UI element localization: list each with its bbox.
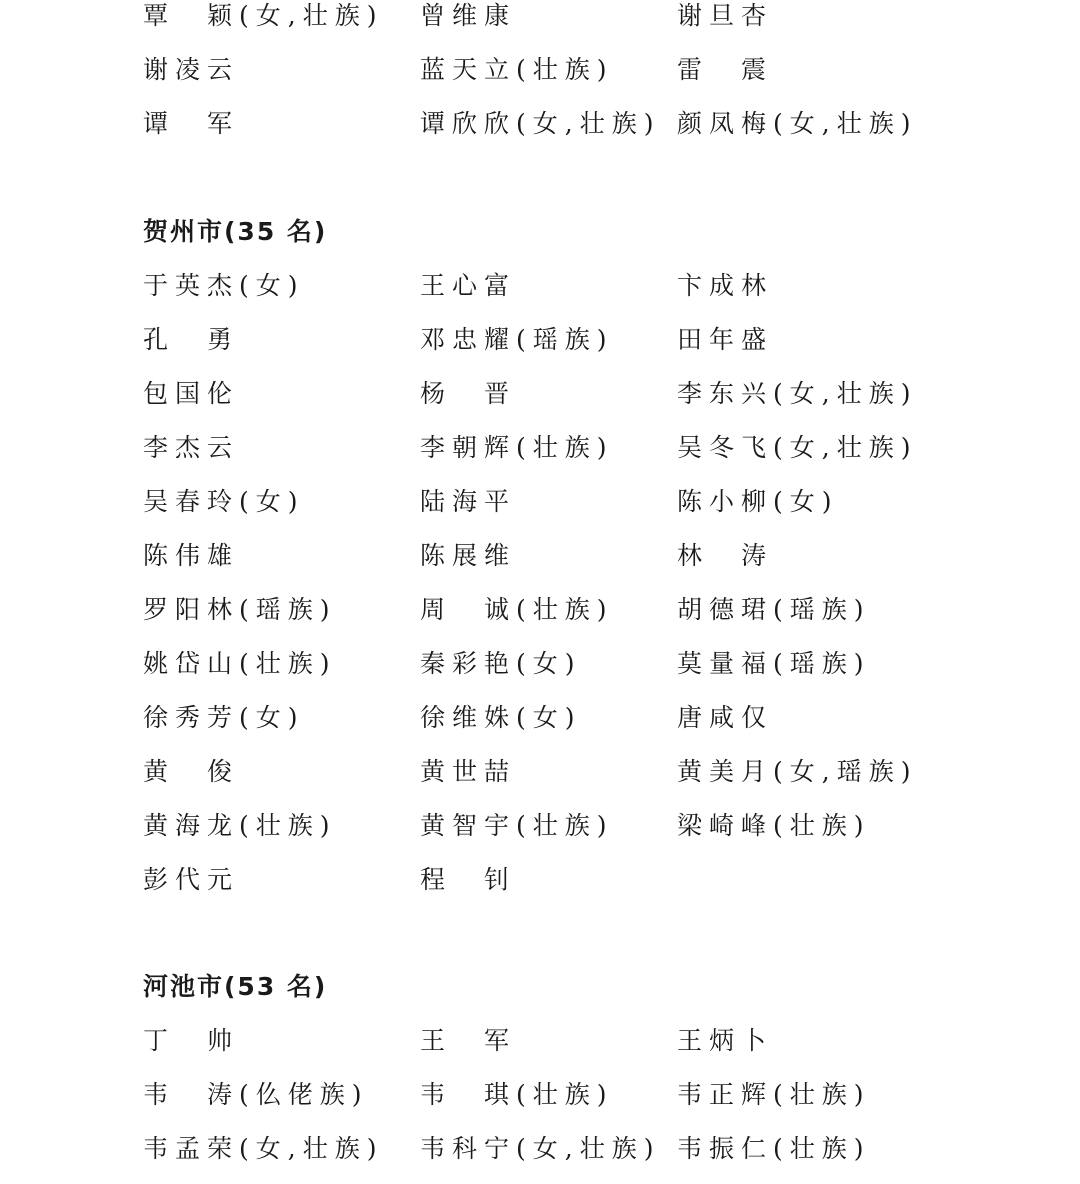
name-row — [0, 745, 1080, 799]
name-entry: 程 钊 — [420, 865, 517, 894]
name-row — [0, 1122, 1080, 1176]
name-entry: 徐秀芳(女) — [143, 703, 305, 732]
name-entry: 黄智宇(壮族) — [420, 811, 614, 840]
name-entry: 陆海平 — [420, 487, 517, 516]
name-entry: 胡德珺(瑶族) — [677, 595, 871, 624]
name-entry: 孔 勇 — [143, 325, 240, 354]
name-row — [0, 583, 1080, 637]
name-entry: 包国伦 — [143, 379, 240, 408]
name-entry: 韦孟荣(女,壮族) — [143, 1134, 384, 1163]
name-entry: 李朝辉(壮族) — [420, 433, 614, 462]
name-entry: 田年盛 — [677, 325, 774, 354]
name-entry: 陈展维 — [420, 541, 517, 570]
name-entry: 覃 颖(女,壮族) — [143, 1, 384, 30]
name-row — [0, 529, 1080, 583]
name-entry: 卞成林 — [677, 271, 774, 300]
name-entry: 谢旦杏 — [677, 1, 774, 30]
name-entry: 李东兴(女,壮族) — [677, 379, 918, 408]
name-entry: 丁 帅 — [143, 1026, 240, 1055]
name-row — [0, 43, 1080, 97]
name-entry: 莫量福(瑶族) — [677, 649, 871, 678]
name-entry: 黄世喆 — [420, 757, 517, 786]
name-entry: 黄 俊 — [143, 757, 240, 786]
name-entry: 谭 军 — [143, 109, 240, 138]
name-entry: 罗阳林(瑶族) — [143, 595, 337, 624]
name-row — [0, 637, 1080, 691]
name-entry: 周 诚(壮族) — [420, 595, 614, 624]
name-entry: 吴春玲(女) — [143, 487, 305, 516]
name-entry: 蓝天立(壮族) — [420, 55, 614, 84]
name-entry: 曾维康 — [420, 1, 517, 30]
name-entry: 彭代元 — [143, 865, 240, 894]
name-entry: 韦正辉(壮族) — [677, 1080, 871, 1109]
name-entry: 雷 震 — [677, 55, 774, 84]
name-row — [0, 421, 1080, 475]
name-entry: 徐维姝(女) — [420, 703, 582, 732]
name-entry: 林 涛 — [677, 541, 774, 570]
name-entry: 于英杰(女) — [143, 271, 305, 300]
name-entry: 谢凌云 — [143, 55, 240, 84]
name-entry: 吴冬飞(女,壮族) — [677, 433, 918, 462]
name-entry: 姚岱山(壮族) — [143, 649, 337, 678]
section-heading: 河池市(53 名) — [143, 972, 328, 1001]
name-entry: 杨 晋 — [420, 379, 517, 408]
name-entry: 陈伟雄 — [143, 541, 240, 570]
name-row — [0, 475, 1080, 529]
name-entry: 梁崎峰(壮族) — [677, 811, 871, 840]
name-entry: 韦 琪(壮族) — [420, 1080, 614, 1109]
name-row — [0, 799, 1080, 853]
name-row — [0, 259, 1080, 313]
name-entry: 黄海龙(壮族) — [143, 811, 337, 840]
section-heading: 贺州市(35 名) — [143, 217, 328, 246]
name-entry: 韦科宁(女,壮族) — [420, 1134, 661, 1163]
name-entry: 邓忠耀(瑶族) — [420, 325, 614, 354]
name-entry: 谭欣欣(女,壮族) — [420, 109, 661, 138]
name-entry: 王炳卜 — [677, 1026, 774, 1055]
name-entry: 王心富 — [420, 271, 517, 300]
name-entry: 李杰云 — [143, 433, 240, 462]
name-entry: 秦彩艳(女) — [420, 649, 582, 678]
name-row — [0, 691, 1080, 745]
name-entry: 颜凤梅(女,壮族) — [677, 109, 918, 138]
name-row — [0, 313, 1080, 367]
name-row — [0, 0, 1080, 43]
name-row — [0, 853, 1080, 907]
name-row — [0, 1014, 1080, 1068]
name-row — [0, 367, 1080, 421]
name-entry: 黄美月(女,瑶族) — [677, 757, 918, 786]
name-entry: 韦振仁(壮族) — [677, 1134, 871, 1163]
name-entry: 唐咸仅 — [677, 703, 774, 732]
name-entry: 王 军 — [420, 1026, 517, 1055]
name-row — [0, 1068, 1080, 1122]
name-row — [0, 97, 1080, 151]
name-entry: 韦 涛(仫佬族) — [143, 1080, 369, 1109]
name-entry: 陈小柳(女) — [677, 487, 839, 516]
